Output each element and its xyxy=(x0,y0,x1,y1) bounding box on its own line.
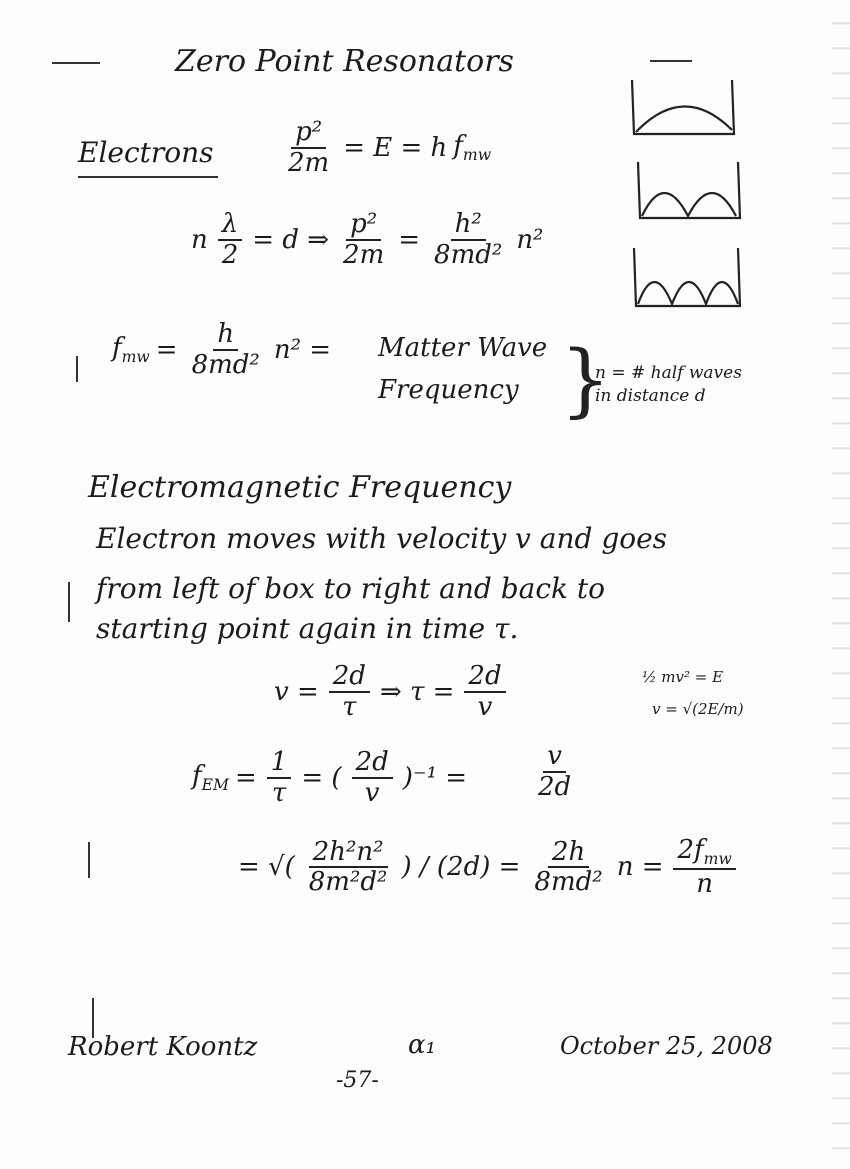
spiral-binding xyxy=(832,0,850,1169)
fraction-lambda-2 xyxy=(218,210,243,269)
fraction-h-8md2 xyxy=(188,320,264,379)
denominator: v xyxy=(364,777,380,808)
equation-text: = E = h xyxy=(343,132,448,163)
fraction-2fmw-n xyxy=(673,836,735,899)
margin-mark xyxy=(68,582,70,622)
matter-wave-label xyxy=(378,328,547,411)
frequency-symbol: $f_{mw}$ xyxy=(453,131,492,165)
numerator: 2h²n² xyxy=(309,838,388,869)
fraction-2h2n2-8m2d2 xyxy=(305,838,392,897)
numerator: 2h xyxy=(548,838,589,869)
frequency-symbol: $f_{mw}$ xyxy=(112,333,150,367)
curly-brace: } xyxy=(560,333,611,426)
fraction-2d-v xyxy=(464,662,505,721)
note-line: n = # half waves xyxy=(595,363,742,383)
equation-text: )⁻¹ = xyxy=(402,762,468,793)
label-line: Frequency xyxy=(378,374,519,405)
fraction-2h-8md2 xyxy=(530,838,606,897)
title-dash-right xyxy=(650,60,692,62)
equation-matter-wave-frequency xyxy=(112,320,337,379)
n-squared: n² = xyxy=(273,334,332,365)
numerator: 1 xyxy=(267,748,292,779)
n-symbol: n xyxy=(191,224,208,255)
title-dash-left xyxy=(52,62,100,64)
paragraph-line: starting point again in time τ. xyxy=(96,612,519,645)
equation-em-result xyxy=(530,742,579,801)
paragraph-line: from left of box to right and back to xyxy=(96,572,605,605)
numerator: h² xyxy=(451,210,486,241)
em-frequency-heading: Electromagnetic Frequency xyxy=(88,470,512,505)
denominator: 2d xyxy=(538,771,572,802)
numerator: v xyxy=(543,742,566,773)
equation-text: = ( xyxy=(301,762,342,793)
numerator: λ xyxy=(218,210,242,241)
numerator: 2d xyxy=(464,662,505,693)
date: October 25, 2008 xyxy=(560,1032,773,1060)
n-squared: n² xyxy=(516,224,544,255)
equation-kinetic-energy xyxy=(280,118,491,177)
equation-text: v = xyxy=(274,676,319,707)
page-title: Zero Point Resonators xyxy=(175,44,514,79)
potential-well-diagram xyxy=(622,72,782,322)
note-line: in distance d xyxy=(595,385,706,406)
paragraph-line: Electron moves with velocity v and goes xyxy=(96,522,668,555)
equation-period xyxy=(268,662,510,721)
equation-text: = d ⇒ xyxy=(252,224,330,255)
half-wave-note xyxy=(595,362,742,408)
numerator: p² xyxy=(346,210,381,241)
equation-standing-wave xyxy=(185,210,549,269)
denominator: 8md² xyxy=(191,349,260,380)
equals-sign: = xyxy=(398,224,421,255)
well-n1 xyxy=(632,80,734,134)
denominator: n xyxy=(696,869,714,900)
fraction-h2-8md2 xyxy=(430,210,506,269)
frequency-symbol: $f_{EM}$ xyxy=(192,761,229,795)
alpha-marker: α₁ xyxy=(408,1030,436,1060)
denominator: 2m xyxy=(288,147,330,178)
equation-text: n = xyxy=(616,852,664,883)
denominator: τ xyxy=(342,691,357,722)
numerator: 2d xyxy=(329,662,370,693)
denominator: 2 xyxy=(221,239,239,270)
equals-sign: = xyxy=(155,334,178,365)
label-line: Matter Wave xyxy=(378,333,548,363)
numerator: h xyxy=(213,320,238,351)
denominator: 8md² xyxy=(534,867,603,898)
signature: Robert Koontz xyxy=(68,1032,258,1062)
numerator: $2f_{mw}$ xyxy=(673,836,735,870)
fraction-2d-v xyxy=(352,748,393,807)
denominator: 8md² xyxy=(434,239,503,270)
fraction-v-2d xyxy=(534,742,575,801)
equation-text: ⇒ τ = xyxy=(379,676,455,707)
margin-mark xyxy=(88,842,90,878)
well-n3 xyxy=(634,248,740,306)
page-number: -57- xyxy=(336,1068,379,1093)
denominator: 2m xyxy=(343,239,385,270)
well-n2 xyxy=(638,162,740,218)
equation-text: ) / (2d) = xyxy=(401,852,521,883)
side-note-energy: ½ mv² = E xyxy=(642,668,724,686)
margin-mark xyxy=(76,356,78,382)
denominator: τ xyxy=(271,777,287,808)
side-note-velocity: v = √(2E/m) xyxy=(652,700,744,718)
numerator: p² xyxy=(291,118,326,149)
denominator: 8m²d² xyxy=(308,867,388,898)
equation-em-matter-relation xyxy=(232,836,740,899)
fraction-p2-2m xyxy=(284,118,333,177)
numerator: 2d xyxy=(352,748,393,779)
denominator: v xyxy=(477,691,493,722)
fraction-2d-tau xyxy=(329,662,370,721)
equals-sign: = xyxy=(234,762,257,793)
equation-em-frequency xyxy=(192,748,473,807)
electrons-underline xyxy=(78,176,218,178)
fraction-p2-2m xyxy=(339,210,388,269)
fraction-1-tau xyxy=(267,748,292,807)
equation-text: = √( xyxy=(238,852,295,883)
electrons-heading: Electrons xyxy=(78,136,214,169)
